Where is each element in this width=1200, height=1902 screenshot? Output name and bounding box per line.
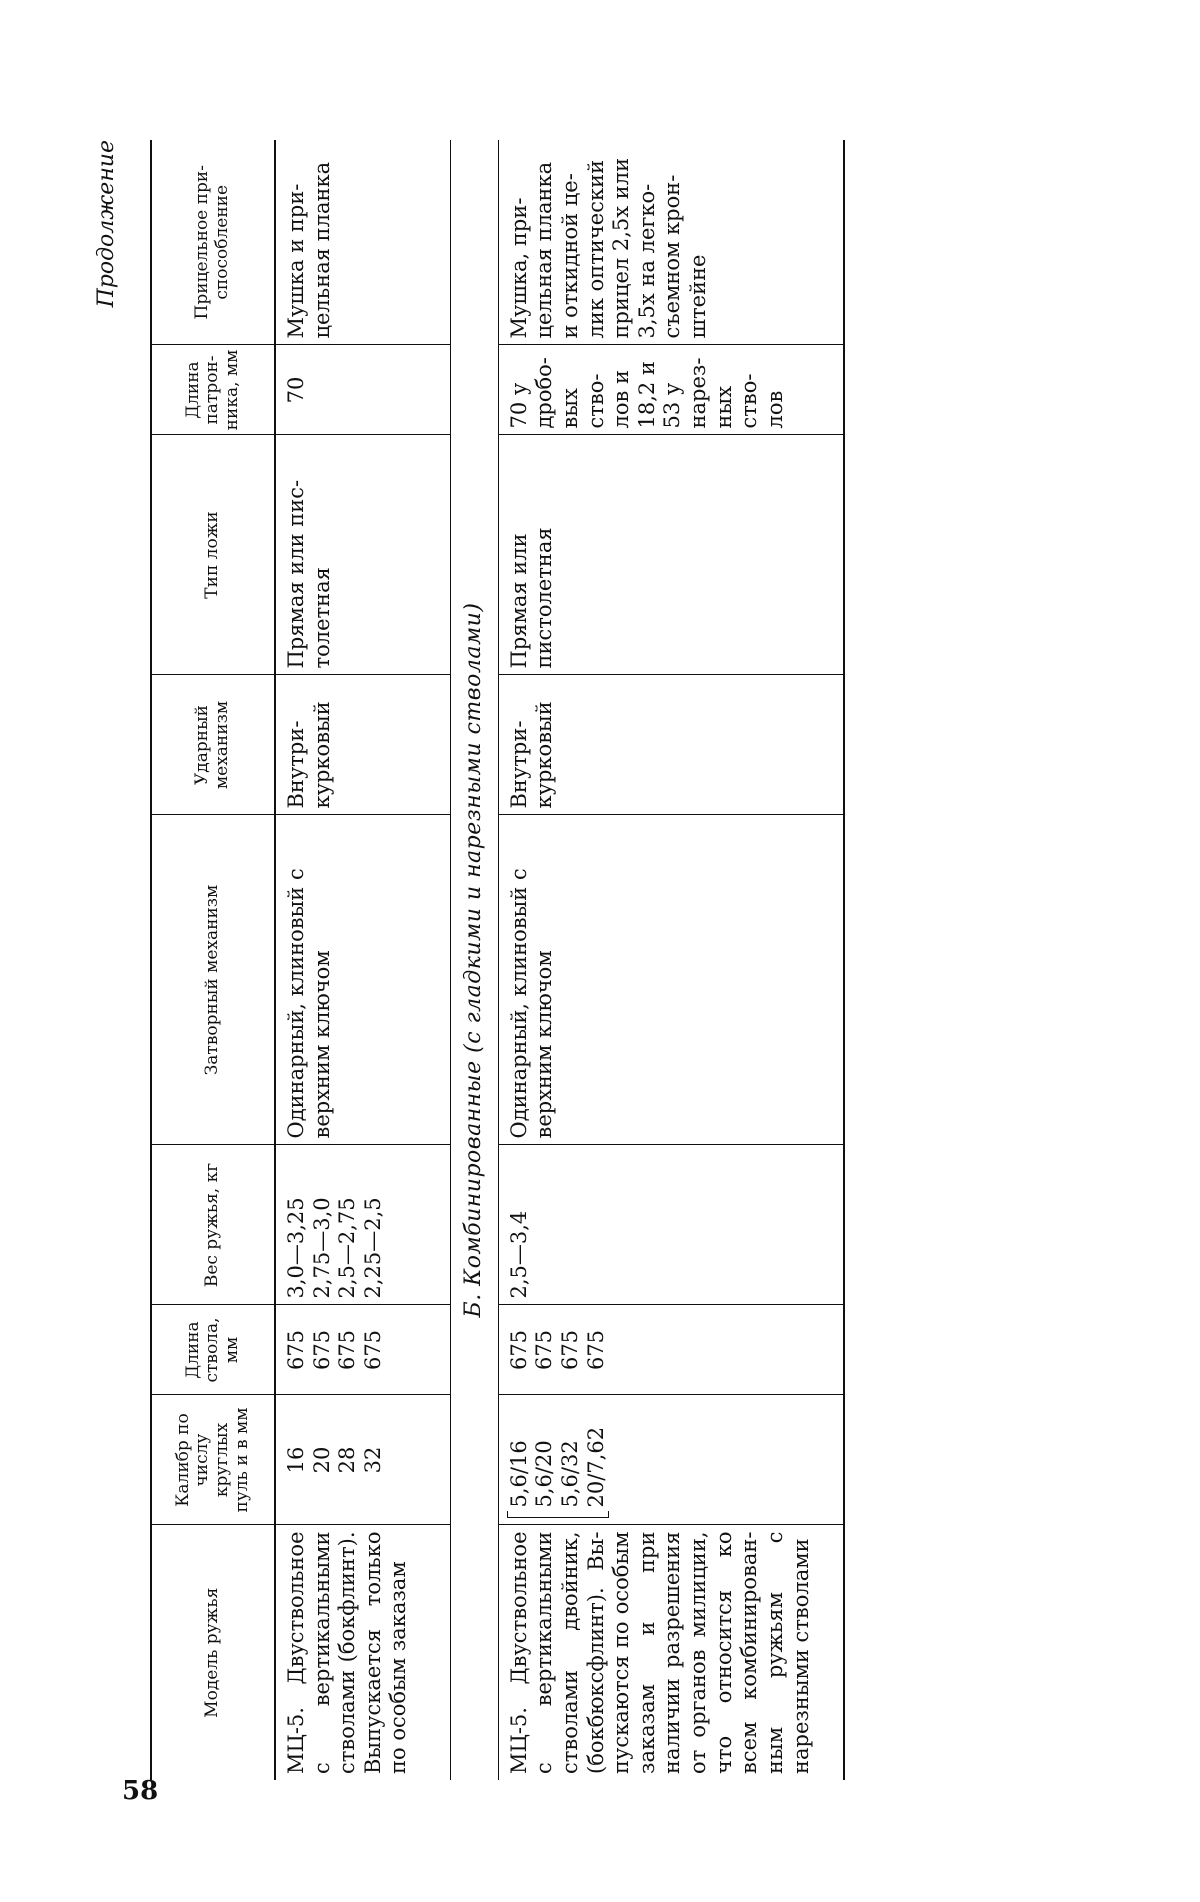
row-a-caliber-3: 28 <box>335 1446 360 1474</box>
row-b-caliber-1: 5,6/16 <box>506 1440 531 1508</box>
header-model: Модель ружья <box>202 1587 223 1718</box>
header-action: Затворный механизм <box>151 815 275 1145</box>
row-a-weight-1: 3,0—3,25 <box>284 1197 308 1299</box>
header-caliber: Калибр по числу круглых пуль и в мм <box>151 1395 275 1525</box>
row-a-barrel-1: 675 <box>284 1329 308 1371</box>
row-b-weight-1: 2,5—3,4 <box>506 1210 531 1299</box>
guns-spec-table <box>150 140 845 1780</box>
continuation-label: Продолжение <box>94 140 119 308</box>
row-a-calibers <box>275 1395 451 1525</box>
row-a-barrel-lengths <box>275 1305 451 1395</box>
section-b-title: Б. Комбинированные (с гладкими и нарезными стволами) <box>451 140 499 1780</box>
row-b-barrel-lengths <box>498 1305 844 1395</box>
row-a-barrel-2: 675 <box>309 1329 334 1371</box>
row-b-model: МЦ-5. Двуствольное с вертикальными стволами двойник, (бокбюксфлинт). Выпускаются по особым заказам и при наличии разрешения от органов милиции, что относится ко всем комбинированным ружьям с нарезными стволами <box>506 1531 813 1774</box>
row-a-action: Одинарный, клиновый с верхним ключом <box>275 815 451 1145</box>
row-a-chamber-length: 70 <box>275 345 451 435</box>
row-a-caliber-2: 20 <box>309 1446 334 1474</box>
row-a-caliber-1: 16 <box>284 1446 308 1474</box>
header-trigger: Ударный механизм <box>151 675 275 815</box>
table-row <box>275 140 451 1780</box>
row-b-caliber-3: 5,6/32 <box>558 1440 583 1508</box>
row-a-sights: Мушка и прицельная планка <box>275 140 451 345</box>
header-weight: Вес ружья, кг <box>151 1145 275 1305</box>
table-header-row <box>151 140 275 1780</box>
row-a-caliber-4: 32 <box>360 1446 385 1474</box>
row-a-stock: Прямая или пистолетная <box>275 435 451 675</box>
row-b-weights <box>498 1145 844 1305</box>
bottom-rule-cell <box>844 140 845 1780</box>
row-b-trigger: Внутрикурковый <box>498 675 844 815</box>
row-b-sights: Мушка, прицельная планка и откидной целик оптический прицел 2,5х или 3,5х на легкосъемном кронштейне <box>498 140 844 345</box>
header-sights: Прицельное приспособление <box>151 140 275 345</box>
row-b-action: Одинарный, клиновый с верхним ключом <box>498 815 844 1145</box>
rotated-table-block <box>94 140 1070 1780</box>
row-b-barrel-2: 675 <box>532 1329 557 1371</box>
row-a-barrel-3: 675 <box>335 1329 360 1371</box>
row-a-weights <box>275 1145 451 1305</box>
row-a-model: МЦ-5. Двуствольное с вертикальными стволами (бокфлинт). Выпускается только по особым заказам <box>284 1531 411 1774</box>
table-row <box>498 140 844 1780</box>
row-a-weight-4: 2,25—2,5 <box>360 1197 385 1299</box>
page-number: 58 <box>122 1776 159 1806</box>
section-heading-row <box>451 140 499 1780</box>
row-b-calibers <box>498 1395 844 1525</box>
row-a-weight-3: 2,5—2,75 <box>335 1197 360 1299</box>
header-barrel-length: Длина ствола, мм <box>151 1305 275 1395</box>
header-chamber-length: Длина патронника, мм <box>151 345 275 435</box>
table-bottom-rule <box>844 140 845 1780</box>
row-b-barrel-4: 675 <box>583 1329 608 1371</box>
row-a-weight-2: 2,75—3,0 <box>309 1197 334 1299</box>
row-b-stock: Прямая или пистолетная <box>498 435 844 675</box>
row-b-barrel-3: 675 <box>558 1329 583 1371</box>
row-b-caliber-4: 20/7,62 <box>583 1426 608 1508</box>
header-stock: Тип ложи <box>151 435 275 675</box>
row-b-barrel-1: 675 <box>506 1329 531 1371</box>
row-b-chamber-length: 70 у дробовых стволов и 18,2 и 53 у нарезных стволов <box>498 345 844 435</box>
row-b-caliber-2: 5,6/20 <box>532 1440 557 1508</box>
row-a-barrel-4: 675 <box>360 1329 385 1371</box>
caliber-brace <box>507 1512 609 1519</box>
row-a-trigger: Внутрикурковый <box>275 675 451 815</box>
